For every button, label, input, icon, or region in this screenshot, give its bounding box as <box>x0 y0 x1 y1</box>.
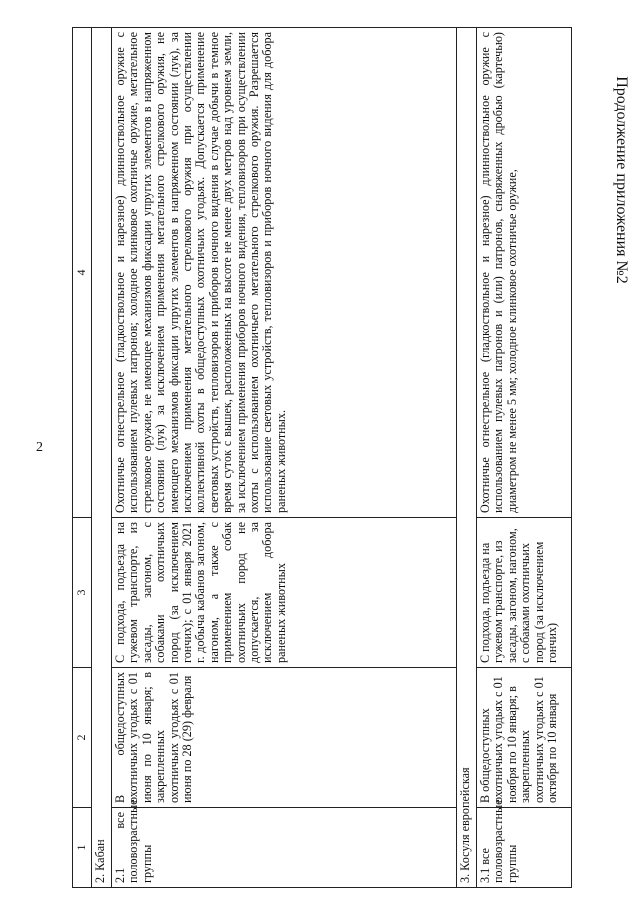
continuation-caption <box>608 30 634 330</box>
column-number: 4 <box>73 28 92 518</box>
weapons-cell: Охотничье огнестрельное (гладкоствольное и нарезное) длинноствольное оружие с использованием пулевых патронов; холодное клинковое охотничье оружие, метательное стрелковое оружие, не имеющее механизмов фиксации упругих элементов в напряженном состоянии (лук) за исключением применения метательного стрелкового оружия, не имеющего механизмов фиксации упругих элементов в напряженном состоянии (лук), за исключением применения метательного стрелкового оружия при осуществлении коллективной охоты в общедоступных охотничьих угодьях. Допускается применение световых устройств, тепловизоров и приборов ночного видения в случае добычи в темное время суток с вышек, расположенных на высоте не менее двух метров над уровнем земли, за исключением применения приборов ночного видения, тепловизоров при осуществлении охоты с использованием охотничьего метательного стрелкового оружия. Разрешается использование световых устройств, тепловизоров и приборов ночного видения для добора раненых животных. <box>112 28 457 518</box>
group-cell: 2.1 все половозрастные группы <box>112 808 457 888</box>
column-number-row <box>73 28 92 888</box>
column-number: 1 <box>73 808 92 888</box>
section-row <box>457 28 477 888</box>
table-row <box>112 28 457 888</box>
group-cell: 3.1 все половозрастные группы <box>477 808 572 888</box>
column-number: 3 <box>73 518 92 668</box>
methods-cell: С подхода, подъезда на гужевом транспорте, из засады, загоном, с собаками охотничьих пород (за исключением гончих); с 01 января 2021 г. добыча кабанов загоном, нагоном, а также с применением собак охотничьих пород не допускается, за исключением добора раненых животных <box>112 518 457 668</box>
page-number: 2 <box>36 440 43 455</box>
rotated-table-frame <box>72 28 578 888</box>
weapons-cell: Охотничье огнестрельное (гладкоствольное и нарезное) длинноствольное оружие с использованием пулевых патронов и (или) патронов, снаряженных дробью (картечью) диаметром не менее 5 мм; холодное клинковое охотничье оружие, <box>477 28 572 518</box>
section-title-boar: 2. Кабан <box>92 28 112 888</box>
continuation-text: Продолжение приложения №2 <box>613 76 630 284</box>
rotated-table-wrapper <box>72 28 578 888</box>
table-row <box>477 28 572 888</box>
methods-cell: С подхода, подъезда на гужевом транспорте, из засады, загоном, нагоном, с собаками охотничьих пород (за исключением гончих) <box>477 518 572 668</box>
terms-cell: В общедоступных охотничьих угодьях с 01 июня по 10 января; в закрепленных охотничьих угодьях с 01 июня по 28 (29) февраля <box>112 668 457 808</box>
terms-cell: В общедоступных охотничьих угодьях с 01 ноября по 10 января; в закрепленных охотничьих угодьях с 01 октября по 10 января <box>477 668 572 808</box>
section-title-roe-deer: 3. Косуля европейская <box>457 28 477 888</box>
column-number: 2 <box>73 668 92 808</box>
section-row <box>92 28 112 888</box>
hunting-terms-table <box>72 27 572 888</box>
